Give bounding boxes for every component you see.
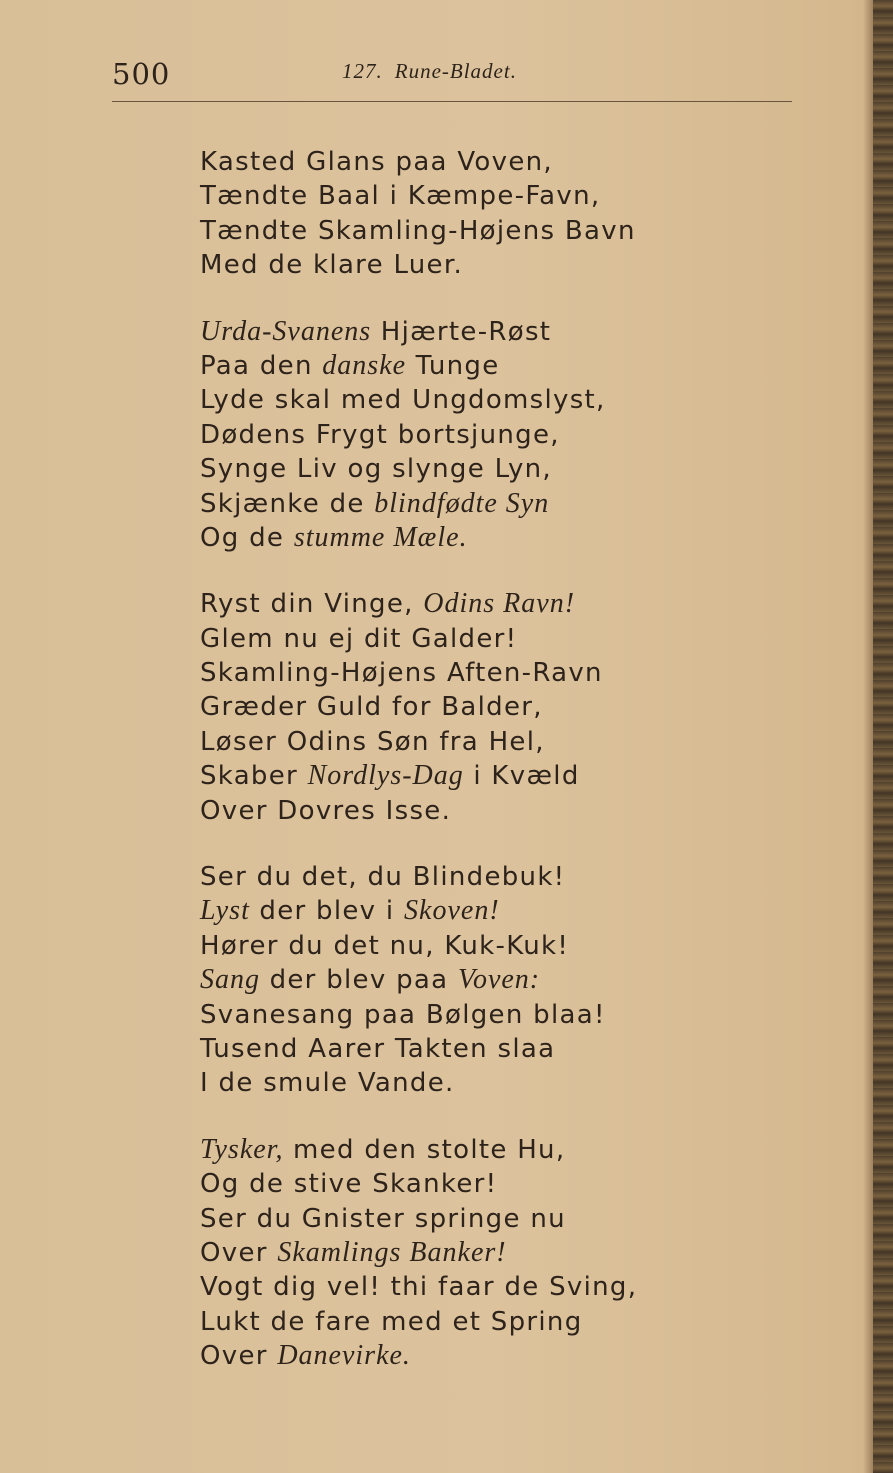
page-edge-shadow xyxy=(863,0,873,1473)
text-segment: Ser du Gnister springe nu xyxy=(200,1203,566,1234)
text-segment: Løser Odins Søn fra Hel, xyxy=(200,726,545,757)
poem-line xyxy=(200,1167,800,1201)
stanza xyxy=(200,145,800,283)
poem-line xyxy=(200,860,800,894)
poem-line xyxy=(200,248,800,282)
text-segment: Ryst din Vinge, xyxy=(200,589,424,620)
text-segment: med den stolte Hu, xyxy=(283,1134,566,1165)
poem-line xyxy=(200,214,800,248)
poem-line xyxy=(200,418,800,452)
italic-text: Voven: xyxy=(457,964,541,996)
text-segment: Tændte Baal i Kæmpe-Favn, xyxy=(200,181,601,212)
italic-text: Tysker, xyxy=(200,1133,284,1165)
poem-line xyxy=(200,963,800,997)
text-segment: Svanesang paa Bølgen blaa! xyxy=(200,999,606,1030)
italic-text: Nordlys-Dag xyxy=(307,760,464,792)
text-segment: Skaber xyxy=(200,761,308,792)
text-segment: i Kvæld xyxy=(463,761,580,792)
poem-line xyxy=(200,1133,800,1167)
poem-line xyxy=(200,587,800,621)
text-segment: Dødens Frygt bortsjunge, xyxy=(200,419,560,450)
poem-line xyxy=(200,1305,800,1339)
poem-line xyxy=(200,487,800,521)
text-segment: Med de klare Luer. xyxy=(200,250,464,281)
book-edge xyxy=(873,0,893,1473)
italic-text: danske xyxy=(322,349,407,381)
stanza xyxy=(200,860,800,1101)
stanza xyxy=(200,315,800,556)
poem-line xyxy=(200,725,800,759)
poem-line xyxy=(200,315,800,349)
running-title: Rune-Bladet. xyxy=(394,59,517,83)
poem-line xyxy=(200,656,800,690)
poem-line xyxy=(200,349,800,383)
poem-line xyxy=(200,1066,800,1100)
stanza xyxy=(200,587,800,828)
text-segment: Græder Guld for Balder, xyxy=(200,692,543,723)
text-segment: Tunge xyxy=(406,350,500,381)
header-rule xyxy=(112,101,792,102)
text-segment: der blev i xyxy=(249,896,405,927)
text-segment: der blev paa xyxy=(260,965,458,996)
poem-line xyxy=(200,452,800,486)
italic-text: blindfødte Syn xyxy=(374,487,550,519)
text-segment: Skjænke de xyxy=(200,488,375,519)
poem-line xyxy=(200,1236,800,1270)
poem-body xyxy=(200,145,800,1406)
poem-line xyxy=(200,145,800,179)
poem-line xyxy=(200,1270,800,1304)
text-segment: Paa den xyxy=(200,350,323,381)
poem-line xyxy=(200,622,800,656)
page-number: 500 xyxy=(112,57,171,91)
running-head xyxy=(342,59,517,84)
text-segment: Hjærte-Røst xyxy=(371,316,552,347)
text-segment: Skamling-Højens Aften-Ravn xyxy=(200,658,603,689)
poem-line xyxy=(200,690,800,724)
text-segment: Vogt dig vel! thi faar de Sving, xyxy=(200,1272,638,1303)
text-segment: Over xyxy=(200,1341,278,1372)
poem-line xyxy=(200,1339,800,1373)
italic-text: stumme Mæle. xyxy=(293,521,468,553)
poem-line xyxy=(200,794,800,828)
poem-line xyxy=(200,1032,800,1066)
italic-text: Odins Ravn! xyxy=(423,588,576,620)
text-segment: Synge Liv og slynge Lyn, xyxy=(200,454,552,485)
stanza xyxy=(200,1133,800,1374)
italic-text: Danevirke. xyxy=(277,1340,411,1372)
poem-line xyxy=(200,759,800,793)
text-segment: Hører du det nu, Kuk-Kuk! xyxy=(200,930,570,961)
text-segment: Glem nu ej dit Galder! xyxy=(200,623,518,654)
text-segment: Over Dovres Isse. xyxy=(200,795,452,826)
text-segment: Tusend Aarer Takten slaa xyxy=(200,1033,556,1064)
text-segment: I de smule Vande. xyxy=(200,1068,455,1099)
text-segment: Og de stive Skanker! xyxy=(200,1169,498,1200)
text-segment: Lyde skal med Ungdomslyst, xyxy=(200,385,606,416)
poem-line xyxy=(200,929,800,963)
poem-line xyxy=(200,521,800,555)
poem-number: 127. xyxy=(342,59,383,83)
text-segment: Og de xyxy=(200,522,294,553)
poem-line xyxy=(200,1202,800,1236)
text-segment: Kasted Glans paa Voven, xyxy=(200,147,553,177)
italic-text: Skamlings Banker! xyxy=(277,1236,507,1268)
italic-text: Skoven! xyxy=(404,895,500,927)
poem-line xyxy=(200,383,800,417)
text-segment: Ser du det, du Blindebuk! xyxy=(200,862,566,893)
poem-line xyxy=(200,894,800,928)
italic-text: Lyst xyxy=(200,895,250,927)
text-segment: Over xyxy=(200,1237,278,1268)
italic-text: Urda-Svanens xyxy=(200,315,372,347)
italic-text: Sang xyxy=(200,964,260,996)
text-segment: Tændte Skamling-Højens Bavn xyxy=(200,215,636,246)
poem-line xyxy=(200,998,800,1032)
text-segment: Lukt de fare med et Spring xyxy=(200,1306,583,1337)
poem-line xyxy=(200,179,800,213)
